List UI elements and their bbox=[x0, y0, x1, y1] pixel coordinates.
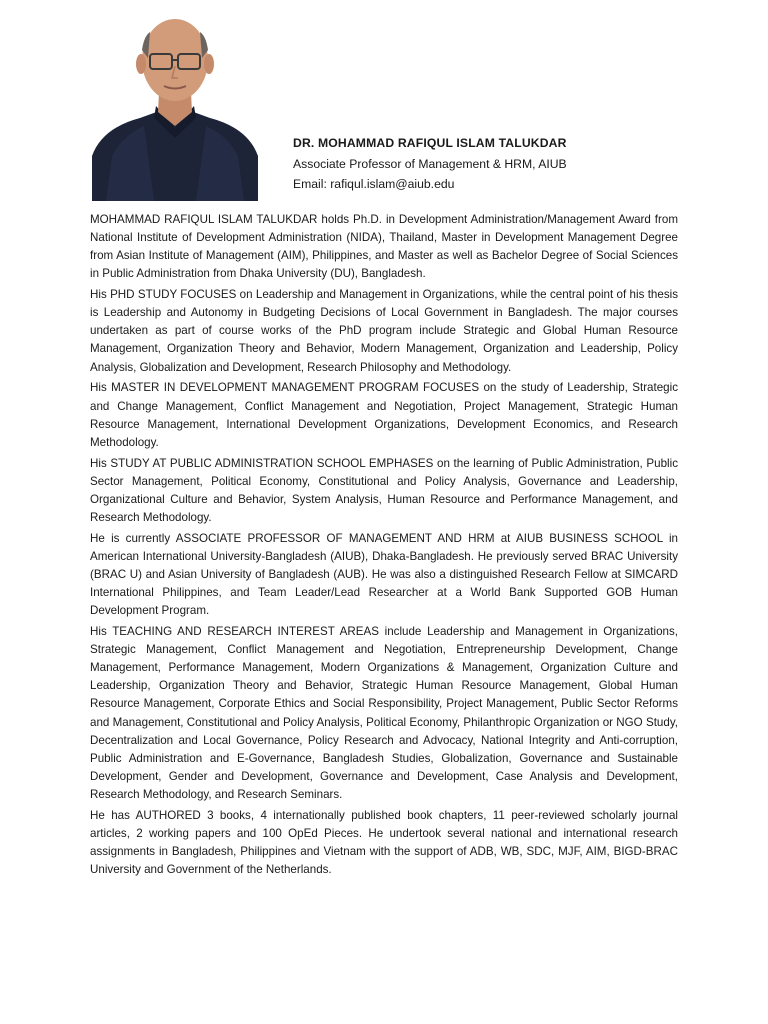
bio-paragraph-publications: He has AUTHORED 3 books, 4 internationally published book chapters, 11 peer-reviewed scholarly journal articles, 2 working papers and 100 OpEd Pieces. He undertook several national and international research assignments in Bangladesh, Philippines and Vietnam with the support of ADB, WB, SDC, MJF, AIM, BIGD-BRAC University and Government of the Netherlands. bbox=[90, 808, 678, 877]
bio-paragraph-public-administration: His STUDY AT PUBLIC ADMINISTRATION SCHOOL EMPHASES on the learning of Public Administration, Public Sector Management, Political Economy, Constitutional and Policy Analysis, Governance and Leadership, Organizational Culture and Behavior, System Analysis, Human Resource and Performance Management, and Research Methodology. bbox=[90, 456, 678, 524]
profile-name: DR. MOHAMMAD RAFIQUL ISLAM TALUKDAR bbox=[293, 136, 567, 150]
portrait-illustration bbox=[92, 6, 258, 201]
profile-header bbox=[293, 133, 567, 195]
bio-paragraph-research-interests: His TEACHING AND RESEARCH INTEREST AREAS include Leadership and Management in Organizations, Strategic Management, Conflict Management and Negotiation, Entrepreneurship Development, Change Management, Performance Management, Modern Organizations & Management, Organization Culture and Leadership, Organization Theory and Behavior, Strategic Human Resource Management, Global Human Resource Management, Corporate Ethics and Social Responsibility, Project Management, Public Sector Reforms and Management, Constitutional and Policy Analysis, Political Economy, Philanthropic Organization or NGO Study, Decentralization and Local Governance, Policy Research and Advocacy, National Integrity and Anti-corruption, Public Administration and E-Governance, Bangladesh Studies, Globalization, Governance and Sustainable Development, Gender and Development, Governance and Development, Case Analysis and Development, Research Methodology, and Research Seminars. bbox=[90, 625, 678, 801]
bio-paragraph-current-position: He is currently ASSOCIATE PROFESSOR OF MANAGEMENT AND HRM at AIUB BUSINESS SCHOOL in American International University-Bangladesh (AIUB), Dhaka-Bangladesh. He previously served BRAC University (BRAC U) and Asian University of Bangladesh (AUB). He was also a distinguished Research Fellow at SIMCARD International Philippines, and Team Leader/Lead Researcher at a World Bank Supported GOB Human Development Program. bbox=[90, 531, 678, 618]
profile-email: Email: rafiqul.islam@aiub.edu bbox=[293, 177, 455, 191]
biography bbox=[90, 211, 678, 882]
profile-position: Associate Professor of Management & HRM, AIUB bbox=[293, 156, 567, 171]
bio-paragraph-phd-focus: His PHD STUDY FOCUSES on Leadership and Management in Organizations, while the central point of his thesis is Leadership and Autonomy in Budgeting Decisions of Local Government in Bangladesh. The major courses undertaken as part of course works of the PhD program include Strategic and Global Human Resource Management, Organization Theory and Behavior, Modern Management, Organization and Leadership, Policy Analysis, Globalization and Development, Research Philosophy and Methodology. bbox=[90, 288, 678, 374]
bio-paragraph-education: MOHAMMAD RAFIQUL ISLAM TALUKDAR holds Ph.D. in Development Administration/Management Award from National Institute of Development Administration (NIDA), Thailand, Master in Development Management Degree from Asian Institute of Management (AIM), Philippines, and Master as well as Bachelor Degree of Social Sciences in Public Administration from Dhaka University (DU), Bangladesh. bbox=[90, 213, 678, 281]
bio-paragraph-masters-focus: His MASTER IN DEVELOPMENT MANAGEMENT PROGRAM FOCUSES on the study of Leadership, Strategic and Change Management, Conflict Management and Negotiation, Project Management, Strategic Human Resource Management, International Development Organizations, Development Economics, and Research Methodology. bbox=[90, 381, 678, 449]
profile-photo bbox=[92, 6, 258, 201]
